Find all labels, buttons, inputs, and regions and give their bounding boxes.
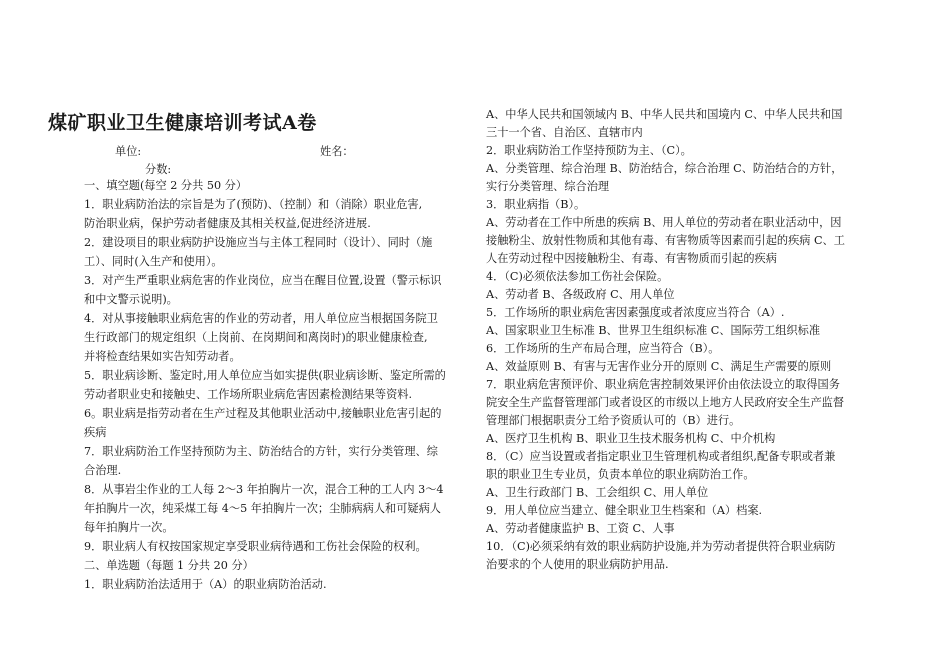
text-line: 6。职业病是指劳动者在生产过程及其他职业活动中,接触职业危害引起的 — [84, 407, 442, 420]
text-line: A、劳动者健康监护 B、工资 C、人事 — [486, 522, 675, 535]
text-line: 6．工作场所的生产布局合理，应当符合（B）。 — [486, 342, 720, 355]
score-label: 分数: — [145, 163, 172, 176]
text-line: 人在劳动过程中因接触粉尘、有毒、有害物质而引起的疾病 — [486, 252, 777, 265]
text-line: 1．职业病防治法适用于（A）的职业病防治活动. — [84, 578, 327, 591]
text-line: 年拍胸片一次，纯采煤工每 4～5 年拍胸片一次；尘肺病病人和可疑病人 — [84, 502, 441, 515]
text-line: 10．（C)必须采纳有效的职业病防护设施,并为劳动者提供符合职业病防 — [486, 540, 836, 553]
text-line: 管理部门根据职责分工给予资质认可的（B）进行。 — [486, 414, 741, 427]
unit-label: 单位: — [115, 145, 142, 158]
text-line: A、分类管理、综合治理 B、防治结合，综合治理 C、防治结合的方针， — [486, 162, 843, 175]
text-line: 院安全生产监督管理部门或者设区的市级以上地方人民政府安全生产监督 — [486, 396, 845, 409]
text-line: 实行分类管理、综合治理 — [486, 180, 610, 193]
text-line: 7．职业病防治工作坚持预防为主、防治结合的方针，实行分类管理、综 — [84, 445, 438, 458]
text-line: 二、单选题（每题 1 分共 20 分） — [84, 559, 254, 572]
text-line: 3．对产生严重职业病危害的作业岗位，应当在醒目位置,设置（警示标识 — [84, 274, 442, 287]
text-line: 7．职业病危害预评价、职业病危害控制效果评价由依法设立的取得国务 — [486, 378, 840, 391]
text-line: 4．对从事接触职业病危害的作业的劳动者，用人单位应当根据国务院卫 — [84, 312, 438, 325]
text-line: A、效益原则 B、有害与无害作业分开的原则 C、满足生产需要的原则 — [486, 360, 832, 373]
text-line: 合治理. — [84, 464, 122, 477]
text-line: A、卫生行政部门 B、工会组织 C、用人单位 — [486, 486, 709, 499]
text-line: A、中华人民共和国领域内 B、中华人民共和国境内 C、中华人民共和国 — [486, 108, 843, 121]
text-line: 并将检查结果如实告知劳动者。 — [84, 350, 241, 363]
text-line: 9．用人单位应当建立、健全职业卫生档案和（A）档案. — [486, 504, 763, 517]
text-line: 和中文警示说明)。 — [84, 293, 178, 306]
text-line: 工）、同时(入生产和使用）。 — [84, 255, 223, 268]
text-line: 劳动者职业史和接触史、工作场所职业病危害因素检测结果等资料. — [84, 388, 412, 401]
text-line: 疾病 — [84, 426, 107, 439]
text-line: A、国家职业卫生标准 B、世界卫生组织标准 C、国际劳工组织标准 — [486, 324, 821, 337]
text-line: 2．建设项目的职业病防护设施应当与主体工程同时（设计）、同时（施 — [84, 236, 433, 249]
text-line: 8．从事岩尘作业的工人每 2～3 年拍胸片一次，混合工种的工人内 3～4 — [84, 483, 444, 496]
text-line: 每年拍胸片一次。 — [84, 521, 174, 534]
text-line: 职的职业卫生专业员，负责本单位的职业病防治工作。 — [486, 468, 755, 481]
text-line: 三十一个省、自治区、直辖市内 — [486, 126, 643, 139]
text-line: 4．（C)必须依法参加工伤社会保险。 — [486, 270, 669, 283]
text-line: 5．工作场所的职业病危害因素强度或者浓度应当符合（A）. — [486, 306, 785, 319]
text-line: 9．职业病人有权按国家规定享受职业病待遇和工伤社会保险的权利。 — [84, 540, 427, 553]
text-line: 治要求的个人使用的职业病防护用品. — [486, 558, 669, 571]
text-line: 接触粉尘、放射性物质和其他有毒、有害物质等因素而引起的疾病 C、工 — [486, 234, 845, 247]
text-line: 生行政部门的规定组织（上岗前、在岗期间和离岗时)的职业健康检查, — [84, 331, 428, 344]
text-line: A、劳动者 B、各级政府 C、用人单位 — [486, 288, 675, 301]
text-line: 3．职业病指（B）。 — [486, 198, 586, 211]
text-line: 8．（C）应当设置或者指定职业卫生管理机构或者组织,配备专职或者兼 — [486, 450, 836, 463]
text-line: 5．职业病诊断、鉴定时,用人单位应当如实提供(职业病诊断、鉴定所需的 — [84, 369, 446, 382]
text-line: A、医疗卫生机构 B、职业卫生技术服务机构 C、中介机构 — [486, 432, 776, 445]
text-line: 1．职业病防治法的宗旨是为了(预防)、（控制）和（消除）职业危害, — [84, 198, 423, 211]
text-line: 2．职业病防治工作坚持预防为主、（C）。 — [486, 144, 692, 157]
text-line: A、劳动者在工作中所患的疾病 B、用人单位的劳动者在职业活动中，因 — [486, 216, 842, 229]
text-line: 一、填空题(每空 2 分共 50 分） — [84, 179, 248, 192]
name-label: 姓名： — [320, 145, 354, 158]
document-title: 煤矿职业卫生健康培训考试A卷 — [48, 112, 317, 134]
text-line: 防治职业病，保护劳动者健康及其相关权益,促进经济进展. — [84, 217, 371, 230]
